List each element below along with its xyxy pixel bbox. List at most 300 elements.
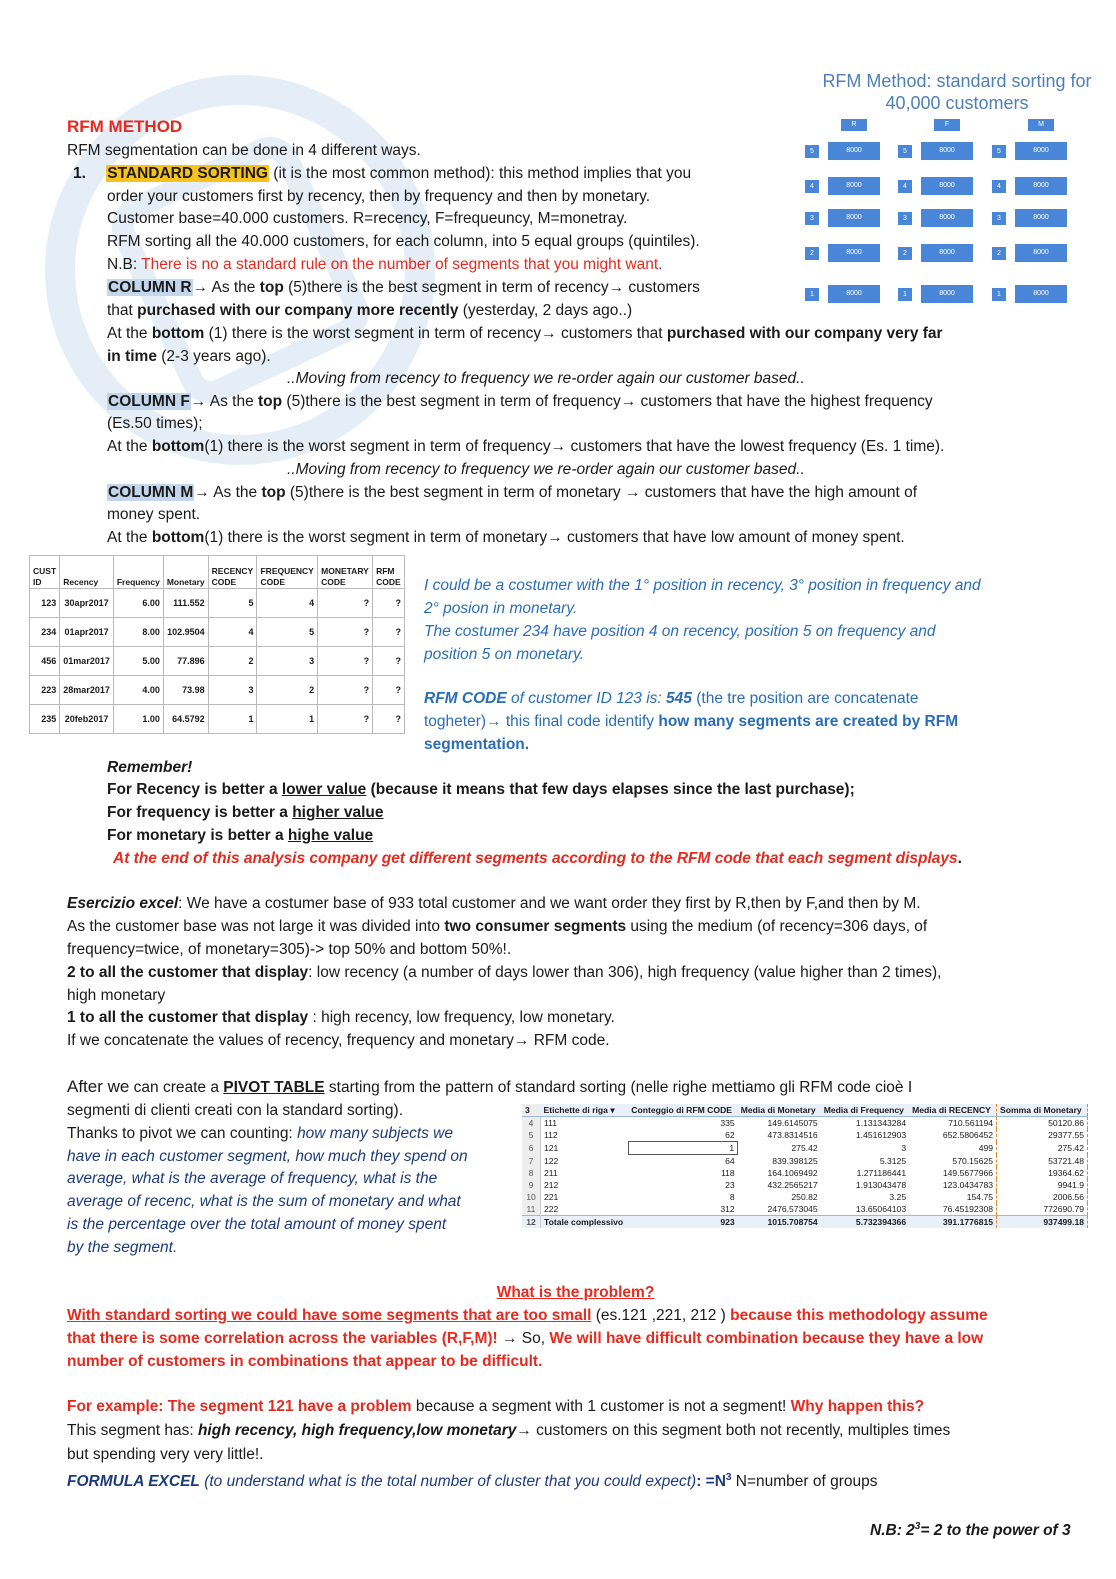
pivot-cell: 76.45192308 xyxy=(942,1204,994,1214)
note-line-2: 2° posion in monetary. xyxy=(424,600,578,617)
diagram-value: 8000 xyxy=(1015,142,1067,160)
arrow-icon: → xyxy=(513,1032,530,1049)
text-bold: how many segments are created by RFM xyxy=(658,713,959,730)
diagram-value: 8000 xyxy=(828,177,880,195)
diagram-level: 5 xyxy=(898,145,912,158)
table-cell: 1 xyxy=(257,705,318,734)
text: For monetary is better a xyxy=(107,827,288,844)
text-italic: how many subjects we xyxy=(297,1125,453,1142)
pivot-cell: 3 xyxy=(901,1143,907,1153)
table-cell: ? xyxy=(318,618,373,647)
pivot-cell: 923 xyxy=(628,1216,737,1229)
diagram-level: 4 xyxy=(898,180,912,193)
table-cell: 456 xyxy=(30,647,60,676)
text: that there is some correlation across the variables (R,F,M)! xyxy=(67,1330,502,1347)
text: using the medium (of recency=306 days, of xyxy=(626,918,928,935)
table-cell: 5 xyxy=(208,589,257,618)
diagram-level: 2 xyxy=(898,247,912,260)
text: starting from the pattern of standard sorting (nelle righe mettiamo gli RFM code cioè I xyxy=(324,1079,913,1096)
exercise-line-2 xyxy=(67,916,927,937)
item-line-1 xyxy=(73,163,691,184)
text-underlined: highe value xyxy=(287,827,374,844)
text: RFM code. xyxy=(529,1032,610,1049)
table-cell: 234 xyxy=(30,618,60,647)
item-number: 1. xyxy=(73,165,86,182)
table-header: RECENCY CODE xyxy=(208,556,257,589)
pivot-header: Media di Monetary xyxy=(738,1104,821,1117)
pivot-cell: 112 xyxy=(544,1130,558,1141)
table-cell: 8.00 xyxy=(113,618,163,647)
text: : low recency (a number of days lower than 306), high frequency (value higher than 2 times), xyxy=(308,964,942,981)
arrow-icon: → xyxy=(620,393,637,410)
table-cell: ? xyxy=(373,589,405,618)
text: So, xyxy=(517,1330,550,1347)
item-line-4: RFM sorting all the 40.000 customers, for each column, into 5 equal groups (quintiles). xyxy=(107,233,700,250)
text: If we concatenate the values of recency, frequency and monetary xyxy=(67,1032,514,1049)
remember-monetary xyxy=(107,825,373,846)
table-cell: 223 xyxy=(30,676,60,705)
table-header: Monetary xyxy=(163,556,208,589)
diagram-value: 8000 xyxy=(1015,209,1067,227)
note-line-4: position 5 on monetary. xyxy=(424,646,584,663)
diagram-value: 8000 xyxy=(921,285,973,303)
remember-recency xyxy=(107,779,855,800)
pivot-cell: 154.75 xyxy=(966,1192,994,1202)
row-number: 12 xyxy=(522,1216,541,1229)
pivot-cell: 62 xyxy=(725,1130,735,1140)
text: As the xyxy=(209,484,262,501)
pivot-row xyxy=(522,1155,1088,1168)
table-cell: ? xyxy=(373,647,405,676)
diagram-value: 8000 xyxy=(1015,177,1067,195)
text: customers xyxy=(624,279,700,296)
table-row xyxy=(30,676,405,705)
pivot-cell: 473.8314516 xyxy=(767,1130,818,1141)
table-cell: 123 xyxy=(30,589,60,618)
pivot-cell: 149.6145075 xyxy=(767,1118,818,1128)
text: At the xyxy=(107,438,152,455)
pivot-cell: 3.25 xyxy=(889,1192,907,1202)
pivot-cell: 118 xyxy=(721,1168,735,1178)
pivot-cell: 275.42 xyxy=(791,1143,818,1153)
pivot-line-1 xyxy=(67,1076,912,1098)
pivot-cell: 19364.62 xyxy=(997,1167,1088,1179)
text: = 2 to the power of 3 xyxy=(920,1522,1071,1540)
pivot-total-row xyxy=(522,1216,1088,1229)
diagram-level: 4 xyxy=(805,180,819,193)
pivot-cell: 111 xyxy=(544,1118,558,1128)
diagram-level: 3 xyxy=(992,212,1006,225)
exercise-label: Esercizio excel xyxy=(67,895,179,912)
diagram-level: 2 xyxy=(992,247,1006,260)
table-cell: 2 xyxy=(257,676,318,705)
text: (1) there is the worst segment in term of recency xyxy=(204,325,542,342)
exercise-line-5: high monetary xyxy=(67,987,166,1004)
remember-title: Remember! xyxy=(107,759,193,776)
column-m-line-2: money spent. xyxy=(107,506,201,523)
pivot-row xyxy=(522,1167,1088,1179)
pivot-cell: 123.0434783 xyxy=(942,1180,994,1190)
pivot-cell: 1.913043478 xyxy=(855,1180,907,1190)
problem-title xyxy=(0,1282,1116,1303)
pivot-row xyxy=(522,1117,1088,1130)
diagram-value: 8000 xyxy=(1015,285,1067,303)
text-bottom: bottom xyxy=(151,529,205,546)
rfm-code-number: 545 xyxy=(666,690,692,707)
table-row xyxy=(30,589,405,618)
remember-conclusion xyxy=(113,848,962,869)
text: customers on this segment both not recently, multiples times xyxy=(531,1422,951,1439)
rfm-code-line-3: segmentation. xyxy=(424,736,530,753)
pivot-cell: 772690.79 xyxy=(997,1203,1088,1216)
text: customers that xyxy=(556,325,667,342)
column-m-line xyxy=(107,482,917,503)
pivot-header[interactable]: Etichette di riga ▾ xyxy=(541,1104,629,1117)
text: At the xyxy=(107,529,152,546)
text: because a segment with 1 customer is not a segment! xyxy=(411,1398,791,1415)
table-header: RFM CODE xyxy=(373,556,405,589)
text: As the customer base was not large it was divided into xyxy=(67,918,445,935)
pivot-cell: 122 xyxy=(544,1155,559,1166)
table-cell: 4.00 xyxy=(113,676,163,705)
pivot-cell: 29377.55 xyxy=(997,1129,1088,1142)
pivot-line-6: average of recenc, what is the sum of monetary and what xyxy=(67,1193,461,1210)
pivot-cell: 212 xyxy=(544,1180,559,1190)
table-cell: ? xyxy=(318,676,373,705)
diagram-level: 1 xyxy=(992,288,1006,301)
table-cell: 3 xyxy=(208,676,257,705)
text: (1) there is the worst segment in term of monetary xyxy=(204,529,548,546)
text: At the xyxy=(107,325,152,342)
table-cell: 5.00 xyxy=(113,647,163,676)
pivot-table xyxy=(522,1104,1088,1228)
problem-line-3: number of customers in combinations that appear to be difficult. xyxy=(67,1353,543,1370)
pivot-cell: 5.732394366 xyxy=(821,1216,909,1229)
segment-line-2: but spending very very little!. xyxy=(67,1446,264,1463)
diagram-value: 8000 xyxy=(921,209,973,227)
column-f-label: COLUMN F xyxy=(108,393,190,410)
text: (1) there is the worst segment in term of frequency xyxy=(204,438,551,455)
pivot-line-4: have in each customer segment, how much they spend on xyxy=(67,1148,468,1165)
moving-note-2: ..Moving from recency to frequency we re-order again our customer based.. xyxy=(287,461,805,478)
exercise-line-1 xyxy=(67,893,921,914)
text: What is the problem? xyxy=(496,1284,655,1301)
pivot-row xyxy=(522,1203,1088,1216)
text-top: top xyxy=(258,393,283,410)
pivot-header: Media di Frequency xyxy=(821,1104,909,1117)
diagram-value: 8000 xyxy=(1015,244,1067,262)
arrow-icon: → xyxy=(547,529,563,546)
exercise-line-6 xyxy=(67,1007,615,1028)
row-number: 10 xyxy=(522,1191,541,1203)
pivot-header: Somma di Monetary xyxy=(997,1104,1088,1117)
pivot-header: Conteggio di RFM CODE xyxy=(628,1104,737,1117)
table-cell: 1.00 xyxy=(113,705,163,734)
text: (5)there is the best segment in term of recency xyxy=(283,279,609,296)
text: (to understand what is the total number of cluster that you could expect) xyxy=(199,1473,697,1491)
exponent: 3 xyxy=(725,1472,732,1483)
text: For example: The segment 121 have a problem xyxy=(67,1398,412,1415)
pivot-cell: 222 xyxy=(544,1204,559,1214)
item-line-2: order your customers first by recency, then by frequency and then by monetary. xyxy=(107,188,651,205)
table-cell: 1 xyxy=(208,705,257,734)
text: of customer ID 123 is: xyxy=(506,690,667,707)
intro-text: RFM segmentation can be done in 4 different ways. xyxy=(67,142,421,159)
text: For Recency is better a xyxy=(107,781,282,798)
pivot-cell: 5.3125 xyxy=(879,1155,907,1166)
arrow-icon: → xyxy=(486,713,502,730)
text-bottom: bottom xyxy=(151,325,205,342)
pivot-cell: 121 xyxy=(544,1143,559,1153)
row-number: 6 xyxy=(522,1142,541,1155)
pivot-cell: 570.15625 xyxy=(952,1155,994,1166)
text: this final code identify xyxy=(501,713,659,730)
pivot-cell: 652.5806452 xyxy=(942,1130,994,1141)
row-number: 7 xyxy=(522,1155,541,1168)
pivot-cell: 391.1776815 xyxy=(909,1216,996,1229)
text: As the xyxy=(206,393,258,410)
pivot-row xyxy=(522,1179,1088,1191)
arrow-icon: → xyxy=(608,279,625,296)
pivot-cell: 432.2565217 xyxy=(767,1180,818,1190)
text: (the tre position are concatenate xyxy=(691,690,919,707)
pivot-cell: 13.65064103 xyxy=(855,1204,907,1214)
table-cell: ? xyxy=(318,647,373,676)
standard-sorting-label: STANDARD SORTING xyxy=(107,165,268,182)
item-line-1-text: (it is the most common method): this method implies that you xyxy=(269,165,692,182)
diagram-level: 1 xyxy=(898,288,912,301)
text: can create a xyxy=(129,1079,224,1096)
table-cell: 102.9504 xyxy=(163,618,208,647)
pivot-cell: 1.451612903 xyxy=(855,1130,907,1141)
text-underlined: lower value xyxy=(281,781,367,798)
text: After we xyxy=(67,1077,130,1096)
text: This segment has: xyxy=(67,1422,198,1439)
pivot-cell: 9941.9 xyxy=(997,1179,1088,1191)
text: : =N xyxy=(696,1473,726,1491)
pivot-line-7: is the percentage over the total amount of money spent xyxy=(67,1216,447,1233)
table-cell: 2 xyxy=(208,647,257,676)
text-bold-italic: high recency, high frequency,low monetary xyxy=(197,1422,517,1439)
diagram-value: 8000 xyxy=(828,209,880,227)
text: . xyxy=(957,850,962,867)
exercise-line-3: frequency=twice, of monetary=305)-> top 50% and bottom 50%!. xyxy=(67,941,512,958)
bottom-f-line xyxy=(107,436,944,457)
table-cell: ? xyxy=(318,589,373,618)
table-cell: ? xyxy=(373,618,405,647)
table-cell: 30apr2017 xyxy=(60,589,114,618)
pivot-cell: 1 xyxy=(628,1142,737,1155)
pivot-cell: 335 xyxy=(720,1118,735,1128)
text: N.B: 2 xyxy=(870,1522,915,1540)
formula-label: FORMULA EXCEL xyxy=(67,1473,200,1491)
pivot-cell: 53721.48 xyxy=(997,1155,1088,1168)
table-cell: 64.5792 xyxy=(163,705,208,734)
pivot-cell: 839.398125 xyxy=(772,1155,818,1166)
text: because this methodology assume xyxy=(730,1307,988,1324)
pivot-cell: 1.271186441 xyxy=(856,1168,907,1178)
arrow-icon: → xyxy=(502,1330,518,1347)
row-number: 4 xyxy=(522,1117,541,1130)
text-bottom: bottom xyxy=(151,438,205,455)
example-line xyxy=(67,1396,924,1417)
nb-red-text: There is no a standard rule on the number of segments that you might want. xyxy=(141,256,663,273)
bottom-r-line-2 xyxy=(107,346,271,367)
pivot-line-8: by the segment. xyxy=(67,1239,178,1256)
table-cell: 235 xyxy=(30,705,60,734)
text: togheter) xyxy=(424,713,487,730)
text: : high recency, low frequency, low monetary. xyxy=(308,1009,615,1026)
column-f-line-2: (Es.50 times); xyxy=(107,415,203,432)
text-bold: in time xyxy=(107,348,157,365)
pivot-cell: 1.131343284 xyxy=(855,1118,907,1128)
nb-label: N.B: xyxy=(107,256,142,273)
diagram-value: 8000 xyxy=(921,177,973,195)
text: (5)there is the best segment in term of monetary xyxy=(285,484,625,501)
text: customers that have the lowest frequency (Es. 1 time). xyxy=(566,438,945,455)
table-cell: ? xyxy=(318,705,373,734)
pivot-row xyxy=(522,1129,1088,1142)
table-cell: 111.552 xyxy=(163,589,208,618)
diagram-header-r: R xyxy=(841,119,867,131)
pivot-cell: 499 xyxy=(978,1143,994,1153)
text: At the end of this analysis company get different segments according to the RFM code that each segment displays xyxy=(113,850,958,867)
diagram-level: 4 xyxy=(992,180,1006,193)
formula-line xyxy=(67,1467,878,1492)
rfm-code-line-1 xyxy=(424,688,919,709)
exponent: 3 xyxy=(914,1521,921,1532)
table-cell: 77.896 xyxy=(163,647,208,676)
pivot-cell: 937499.18 xyxy=(997,1216,1088,1229)
section-title: RFM METHOD xyxy=(67,117,183,136)
table-cell: 5 xyxy=(257,618,318,647)
customer-rfm-table xyxy=(29,555,405,734)
pivot-cell: 149.5677966 xyxy=(942,1168,994,1178)
pivot-cell: 164.1069492 xyxy=(767,1168,818,1178)
pivot-line-2: segmenti di clienti creati con la standard sorting). xyxy=(67,1102,403,1119)
table-header: MONETARY CODE xyxy=(318,556,373,589)
diagram-value: 8000 xyxy=(921,142,973,160)
exercise-line-7 xyxy=(67,1030,610,1051)
table-row xyxy=(30,647,405,676)
pivot-header: Media di RECENCY xyxy=(909,1104,996,1117)
item-line-3: Customer base=40.000 customers. R=recency, F=frequeuncy, M=monetray. xyxy=(107,210,628,227)
diagram-level: 1 xyxy=(805,288,819,301)
diagram-value: 8000 xyxy=(921,244,973,262)
pivot-cell: 250.82 xyxy=(791,1192,818,1202)
diagram-level: 5 xyxy=(805,145,819,158)
text: For frequency is better a xyxy=(107,804,293,821)
text: We will have difficult combination because they have a low xyxy=(549,1330,984,1347)
text: (es.121 ,221, 212 ) xyxy=(591,1307,731,1324)
bottom-m-line xyxy=(107,527,905,548)
text: that xyxy=(107,302,138,319)
table-header: CUST ID xyxy=(30,556,60,589)
text: (2-3 years ago). xyxy=(156,348,271,365)
table-cell: ? xyxy=(373,705,405,734)
pivot-cell: Totale complessivo xyxy=(541,1216,629,1229)
pivot-cell: 710.561194 xyxy=(948,1118,994,1128)
table-cell: 4 xyxy=(257,589,318,618)
column-f-line xyxy=(107,391,933,412)
pivot-line-3 xyxy=(67,1123,453,1144)
arrow-icon: → xyxy=(550,438,567,455)
text-bold: purchased with our company very far xyxy=(666,325,943,342)
table-cell: 6.00 xyxy=(113,589,163,618)
pivot-line-5: average, what is the average of frequency, what is the xyxy=(67,1170,438,1187)
table-cell: 20feb2017 xyxy=(60,705,114,734)
column-m-label: COLUMN M xyxy=(108,484,194,501)
note-line-1: I could be a costumer with the 1° position in recency, 3° position in frequency and xyxy=(424,577,981,594)
pivot-cell: 1015.708754 xyxy=(738,1216,821,1229)
table-cell: 4 xyxy=(208,618,257,647)
diagram-level: 5 xyxy=(992,145,1006,158)
text-bold: 1 to all the customer that display xyxy=(67,1009,309,1026)
remember-frequency xyxy=(107,802,384,823)
bottom-r-line xyxy=(107,323,943,344)
table-row xyxy=(30,705,405,734)
arrow-icon: → xyxy=(192,279,209,296)
diagram-header-f: F xyxy=(934,119,960,131)
text-bold: purchased with our company more recently xyxy=(137,302,459,319)
pivot-cell: 2006.56 xyxy=(997,1191,1088,1203)
pivot-row xyxy=(522,1142,1088,1155)
table-header: Recency xyxy=(60,556,114,589)
column-r-line xyxy=(107,277,700,298)
diagram-title: RFM Method: standard sorting for 40,000 customers xyxy=(822,71,1092,113)
text: (because it means that few days elapses since the last purchase); xyxy=(366,781,855,798)
nb-footer xyxy=(870,1516,1071,1541)
table-header: FREQUENCY CODE xyxy=(257,556,318,589)
table-cell: 28mar2017 xyxy=(60,676,114,705)
arrow-icon: → xyxy=(541,325,557,342)
text: Why happen this? xyxy=(790,1398,925,1415)
text: customers that have the high amount of xyxy=(640,484,918,501)
rfm-code-line-2 xyxy=(424,711,958,732)
table-cell: 3 xyxy=(257,647,318,676)
exercise-line-4 xyxy=(67,962,941,983)
text: N=number of groups xyxy=(731,1473,878,1491)
rfm-code-label: RFM CODE xyxy=(424,690,507,707)
row-number: 11 xyxy=(522,1203,541,1216)
text: With standard sorting we could have some segments that are too small xyxy=(67,1307,592,1324)
text-bold: two consumer segments xyxy=(444,918,627,935)
moving-note-1: ..Moving from recency to frequency we re-order again our customer based.. xyxy=(287,370,805,387)
text: : We have a costumer base of 933 total customer and we want order they first by R,then by F,and then by M. xyxy=(178,895,921,912)
problem-line-1 xyxy=(67,1305,988,1326)
text: (5)there is the best segment in term of frequency xyxy=(282,393,621,410)
row-number: 5 xyxy=(522,1129,541,1142)
diagram-value: 8000 xyxy=(828,244,880,262)
text: customers that have the highest frequency xyxy=(636,393,933,410)
arrow-icon: → xyxy=(194,484,210,501)
row-number: 3 xyxy=(522,1104,541,1117)
text: Thanks to pivot we can counting: xyxy=(67,1125,298,1142)
pivot-cell: 211 xyxy=(544,1168,558,1178)
diagram-value: 8000 xyxy=(828,142,880,160)
nb-line xyxy=(107,254,662,275)
pivot-cell: 23 xyxy=(725,1180,735,1190)
arrow-icon: → xyxy=(190,393,207,410)
text: As the xyxy=(208,279,260,296)
segment-line-1 xyxy=(67,1420,950,1441)
arrow-icon: → xyxy=(625,484,641,501)
table-cell: 73.98 xyxy=(163,676,208,705)
arrow-icon: → xyxy=(516,1422,532,1439)
pivot-table-label: PIVOT TABLE xyxy=(223,1079,325,1096)
diagram-level: 3 xyxy=(898,212,912,225)
table-cell: ? xyxy=(373,676,405,705)
